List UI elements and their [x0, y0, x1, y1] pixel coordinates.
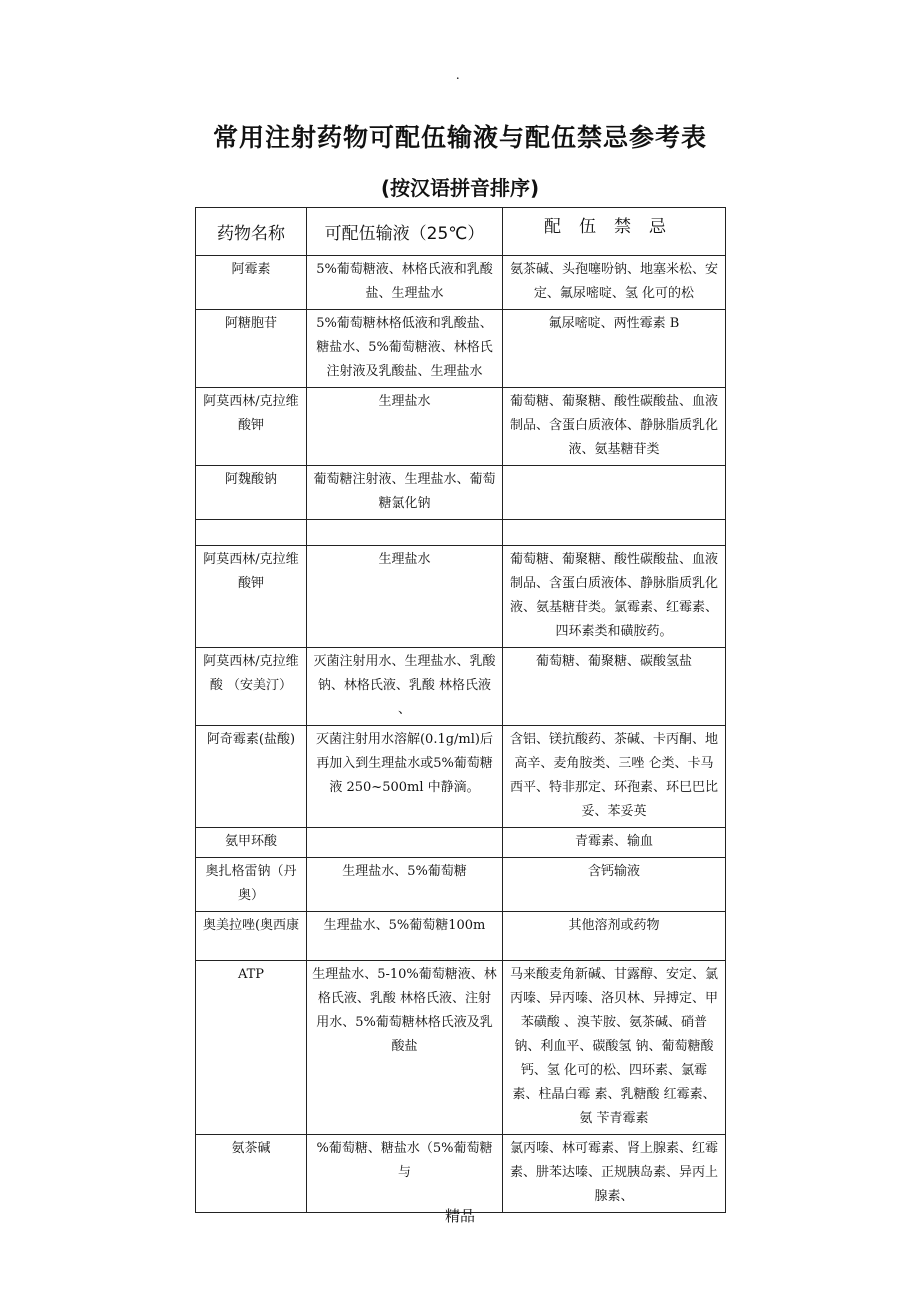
incompatible-cell: 氟尿嘧啶、两性霉素 B: [503, 310, 726, 388]
incompatible-cell: 其他溶剂或药物: [503, 912, 726, 961]
drug-name-cell: [196, 520, 307, 546]
incompatible-cell: 葡萄糖、葡聚糖、酸性碳酸盐、血液制品、含蛋白质液体、静脉脂质乳化液、氨基糖苷类。氯霉素、红霉素、四环素类和磺胺药。: [503, 546, 726, 648]
table-row: [196, 912, 726, 961]
incompatible-cell: 氯丙嗪、林可霉素、肾上腺素、红霉素、肼苯达嗪、正规胰岛素、异丙上腺素、: [503, 1135, 726, 1213]
drug-name-cell: 氨甲环酸: [196, 828, 307, 858]
table-row: [196, 310, 726, 388]
table-header-row: [196, 208, 726, 256]
drug-name-cell: 阿莫西林/克拉维酸钾: [196, 546, 307, 648]
incompatible-cell: 葡萄糖、葡聚糖、碳酸氢盐: [503, 648, 726, 726]
drug-name-cell: ATP: [196, 961, 307, 1135]
drug-name-cell: 阿糖胞苷: [196, 310, 307, 388]
compatible-cell: 灭菌注射用水、生理盐水、乳酸钠、林格氏液、乳酸 林格氏液 、: [307, 648, 503, 726]
header-mark: .: [456, 68, 460, 83]
page-subtitle: (按汉语拼音排序): [380, 176, 540, 200]
table-row: [196, 648, 726, 726]
incompatible-cell: 葡萄糖、葡聚糖、酸性碳酸盐、血液制品、含蛋白质液体、静脉脂质乳化液、氨基糖苷类: [503, 388, 726, 466]
incompatible-cell: 氨茶碱、头孢噻吩钠、地塞米松、安定、氟尿嘧啶、氢 化可的松: [503, 256, 726, 310]
drug-name-cell: 阿魏酸钠: [196, 466, 307, 520]
table-row-blank: [196, 520, 726, 546]
compatible-cell: 生理盐水: [307, 388, 503, 466]
compatibility-table: [195, 207, 726, 1213]
table-row: [196, 858, 726, 912]
header-drug-name: 药物名称: [196, 208, 307, 256]
compatible-cell: [307, 520, 503, 546]
incompatible-cell: 青霉素、输血: [503, 828, 726, 858]
drug-name-cell: 阿霉素: [196, 256, 307, 310]
drug-name-cell: 氨茶碱: [196, 1135, 307, 1213]
compatible-cell: 生理盐水、5-10%葡萄糖液、林格氏液、乳酸 林格氏液、注射用水、5%葡萄糖林格氏液及乳酸盐: [307, 961, 503, 1135]
incompatible-cell: 马来酸麦角新碱、甘露醇、安定、氯丙嗪、异丙嗪、洛贝林、异搏定、甲苯磺酸 、溴苄胺、氨茶碱、硝普钠、利血平、碳酸氢 钠、葡萄糖酸钙、氢 化可的松、四环素、氯霉素、柱晶白霉 素、乳糖酸 红霉素、氨 苄青霉素: [503, 961, 726, 1135]
table-row: [196, 546, 726, 648]
compatible-cell: 生理盐水、5%葡萄糖100m: [307, 912, 503, 961]
header-compatible-infusion: 可配伍输液（25℃）: [307, 208, 503, 256]
drug-name-cell: 阿莫西林/克拉维酸钾: [196, 388, 307, 466]
compatible-cell: 葡萄糖注射液、生理盐水、葡萄糖氯化钠: [307, 466, 503, 520]
page-footer: 精品: [444, 1207, 475, 1225]
drug-name-cell: 阿莫西林/克拉维酸 （安美汀）: [196, 648, 307, 726]
table-row: [196, 256, 726, 310]
incompatible-cell: [503, 520, 726, 546]
page-title: 常用注射药物可配伍输液与配伍禁忌参考表: [212, 123, 707, 152]
compatible-cell: 5%葡萄糖液、林格氏液和乳酸盐、生理盐水: [307, 256, 503, 310]
incompatible-cell: 含钙输液: [503, 858, 726, 912]
compatible-cell: 生理盐水: [307, 546, 503, 648]
drug-name-cell: 阿奇霉素(盐酸): [196, 726, 307, 828]
compatible-cell: 5%葡萄糖林格低液和乳酸盐、糖盐水、5%葡萄糖液、林格氏注射液及乳酸盐、生理盐水: [307, 310, 503, 388]
drug-name-cell: 奥扎格雷钠（丹奥）: [196, 858, 307, 912]
incompatible-cell: [503, 466, 726, 520]
table-row: [196, 828, 726, 858]
incompatible-cell: 含铝、镁抗酸药、茶碱、卡丙酮、地高辛、麦角胺类、三唑 仑类、卡马西平、特非那定、环孢素、环巳巴比妥、苯妥英: [503, 726, 726, 828]
compatible-cell: %葡萄糖、糖盐水（5%葡萄糖与: [307, 1135, 503, 1213]
compatible-cell: 生理盐水、5%葡萄糖: [307, 858, 503, 912]
header-incompatibility: 配伍禁忌: [503, 208, 726, 256]
table-row: [196, 466, 726, 520]
table-row: [196, 1135, 726, 1213]
drug-name-cell: 奥美拉唑(奥西康: [196, 912, 307, 961]
table-row: [196, 961, 726, 1135]
table-row: [196, 388, 726, 466]
table-row: [196, 726, 726, 828]
compatible-cell: [307, 828, 503, 858]
compatible-cell: 灭菌注射用水溶解(0.1g/ml)后再加入到生理盐水或5%葡萄糖液 250~500ml 中静滴。: [307, 726, 503, 828]
